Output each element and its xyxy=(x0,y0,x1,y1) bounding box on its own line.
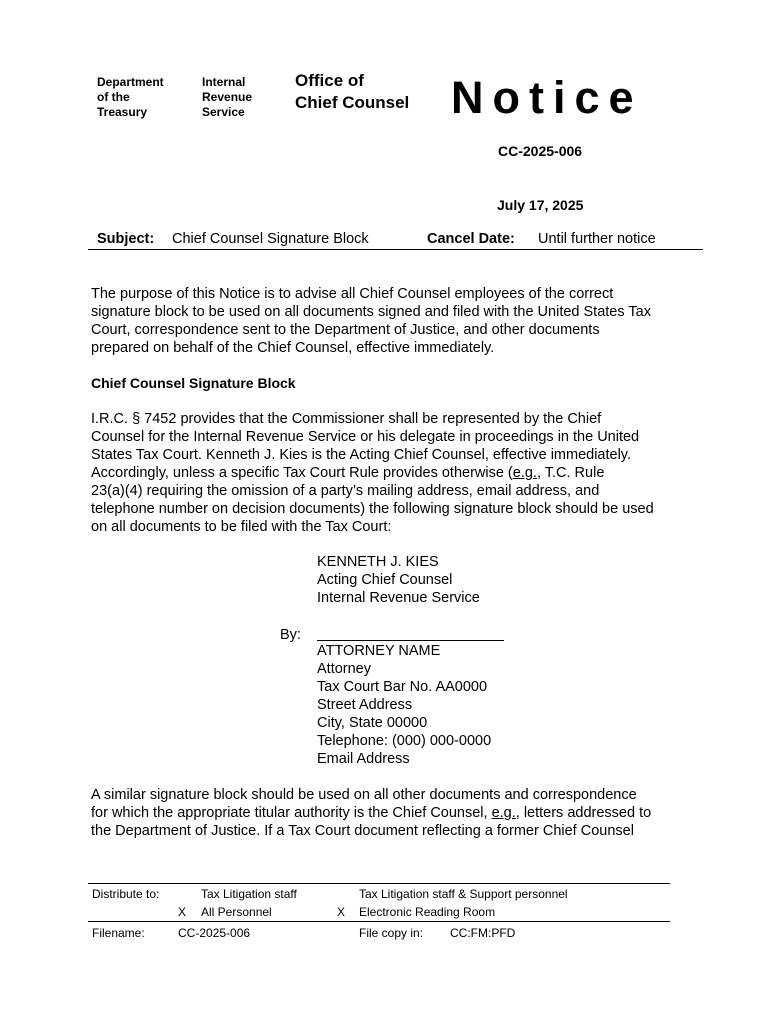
cancel-date-label: Cancel Date: xyxy=(427,231,515,247)
text-line xyxy=(91,804,686,822)
text-span: for which the appropriate titular authority is the Chief Counsel, xyxy=(91,805,492,821)
text-line: Court, correspondence sent to the Department of Justice, and other documents xyxy=(91,322,600,338)
text-line: on all documents to be filed with the Tax Court: xyxy=(91,519,392,535)
office-of-chief-counsel-label: Office of Chief Counsel xyxy=(295,71,410,112)
notice-date: July 17, 2025 xyxy=(497,197,584,213)
signature-line xyxy=(317,640,504,641)
signature-block-header xyxy=(317,553,480,607)
text-line: States Tax Court. Kenneth J. Kies is the Acting Chief Counsel, effective immediately. xyxy=(91,447,631,463)
notice-title: Notice xyxy=(451,72,643,123)
filename-value: CC-2025-006 xyxy=(178,926,251,940)
distribute-option: Electronic Reading Room xyxy=(359,905,496,919)
irc-paragraph xyxy=(91,410,686,536)
telephone: Telephone: (000) 000-0000 xyxy=(317,733,492,749)
text-line: A similar signature block should be used on all other documents and correspondence xyxy=(91,787,637,803)
text-span: , T.C. Rule xyxy=(536,465,605,481)
eg-abbrev: e.g. xyxy=(512,465,537,481)
purpose-paragraph xyxy=(91,285,686,357)
subject-divider xyxy=(88,249,703,250)
distribute-option: All Personnel xyxy=(201,905,272,919)
eg-abbrev: e.g. xyxy=(491,805,516,821)
subject-row xyxy=(97,231,702,249)
similar-block-paragraph xyxy=(91,786,686,840)
signer-name: KENNETH J. KIES xyxy=(317,554,439,570)
text-line: prepared on behalf of the Chief Counsel, effective immediately. xyxy=(91,340,495,356)
text-line: I.R.C. § 7452 provides that the Commissioner shall be represented by the Chief xyxy=(91,411,602,427)
subject-value: Chief Counsel Signature Block xyxy=(172,231,369,247)
street-address: Street Address xyxy=(317,697,413,713)
internal-revenue-service-label: Internal Revenue Service xyxy=(202,75,253,119)
footer-top-rule xyxy=(88,883,670,884)
distribute-option: Tax Litigation staff xyxy=(201,887,297,901)
section-heading: Chief Counsel Signature Block xyxy=(91,375,296,391)
checkmark-x: X xyxy=(178,905,187,919)
attorney-title: Attorney xyxy=(317,661,371,677)
file-copy-value: CC:FM:PFD xyxy=(450,926,516,940)
signer-agency: Internal Revenue Service xyxy=(317,590,480,606)
subject-label: Subject: xyxy=(97,231,155,247)
signature-block-attorney xyxy=(317,642,491,768)
text-line: Counsel for the Internal Revenue Service or his delegate in proceedings in the United xyxy=(91,429,640,445)
text-span: Accordingly, unless a specific Tax Court Rule provides otherwise ( xyxy=(91,465,513,481)
distribute-label: Distribute to: xyxy=(92,887,160,901)
text-line xyxy=(91,464,686,482)
footer-mid-rule xyxy=(88,921,670,922)
tax-court-bar-no: Tax Court Bar No. AA0000 xyxy=(317,679,488,695)
text-line: signature block to be used on all documents signed and filed with the United States Tax xyxy=(91,304,651,320)
text-line: 23(a)(4) requiring the omission of a party’s mailing address, email address, and xyxy=(91,483,600,499)
text-line: The purpose of this Notice is to advise all Chief Counsel employees of the correct xyxy=(91,286,614,302)
attorney-name: ATTORNEY NAME xyxy=(317,643,441,659)
signer-title: Acting Chief Counsel xyxy=(317,572,453,588)
text-line: the Department of Justice. If a Tax Court document reflecting a former Chief Counsel xyxy=(91,823,634,839)
file-copy-label: File copy in: xyxy=(359,926,424,940)
cancel-date-value: Until further notice xyxy=(538,231,656,247)
notice-number: CC-2025-006 xyxy=(498,143,583,159)
text-line: telephone number on decision documents) the following signature block should be used xyxy=(91,501,654,517)
distribute-option: Tax Litigation staff & Support personnel xyxy=(359,887,568,901)
checkmark-x: X xyxy=(337,905,346,919)
by-label: By: xyxy=(280,627,301,643)
text-span: , letters addressed to xyxy=(515,805,652,821)
city-state: City, State 00000 xyxy=(317,715,428,731)
filename-label: Filename: xyxy=(92,926,145,940)
email-address: Email Address xyxy=(317,751,410,767)
department-of-treasury-label: Department of the Treasury xyxy=(97,75,164,119)
